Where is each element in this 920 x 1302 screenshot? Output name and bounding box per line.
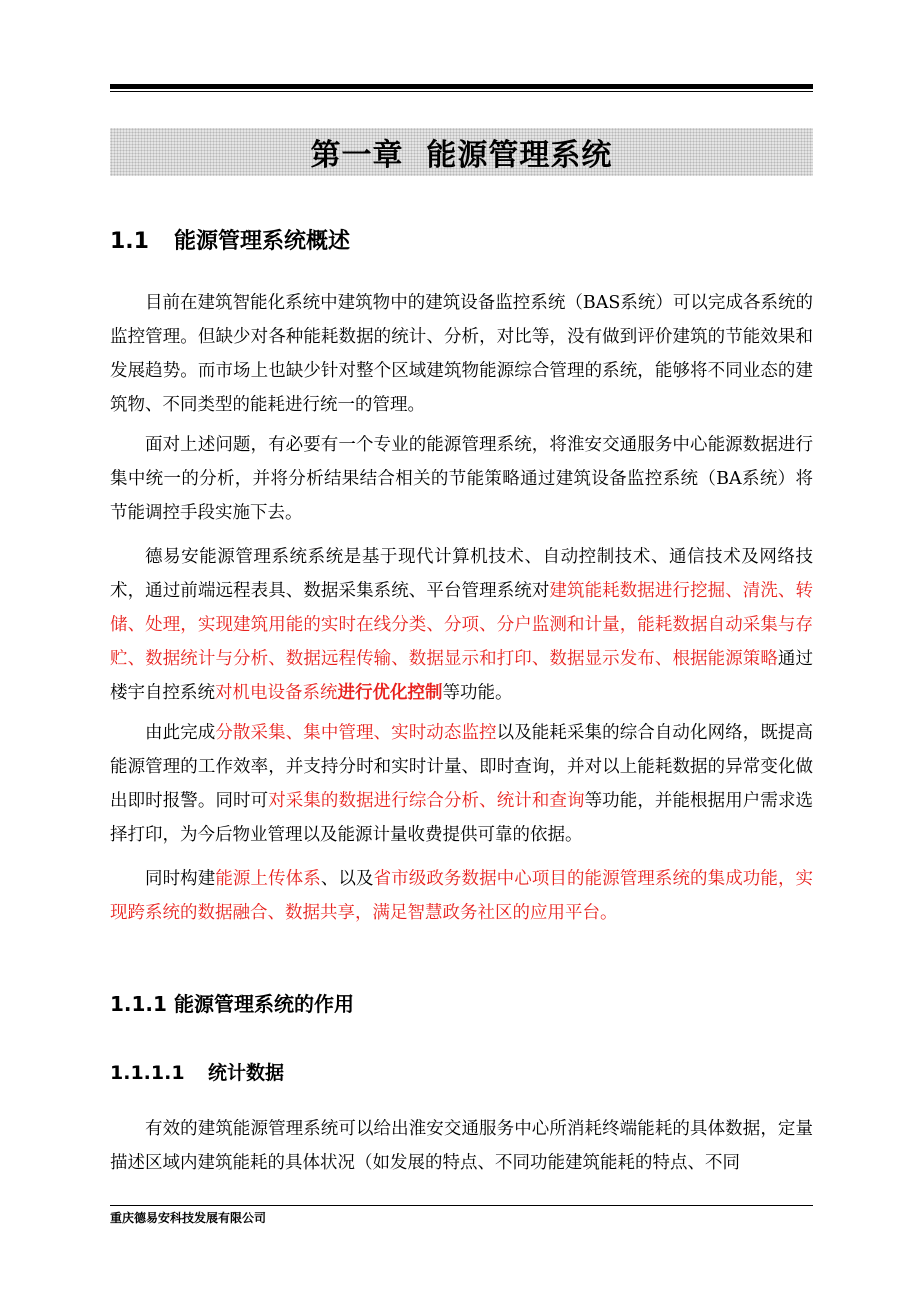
paragraph-5-highlight-1: 能源上传体系 xyxy=(215,869,321,889)
paragraph-6: 有效的建筑能源管理系统可以给出淮安交通服务中心所消耗终端能耗的具体数据，定量描述区域内建筑能耗的具体状况（如发展的特点、不同功能建筑能耗的特点、不同 xyxy=(110,1119,813,1173)
paragraph-4-part-1: 由此完成 xyxy=(145,723,216,743)
paragraph-1: 目前在建筑智能化系统中建筑物中的建筑设备监控系统（BAS系统）可以完成各系统的监控管理。但缺少对各种能耗数据的统计、分析，对比等，没有做到评价建筑的节能效果和发展趋势。而市场上也缺少针对整个区域建筑物能源综合管理的系统，能够将不同业态的建筑物、不同类型的能耗进行统一的管理。 xyxy=(110,293,813,415)
paragraph-4-part-3: 以及能耗采集的综合自动化网络，既提高能源管理的工作效率，并支持分时和实时计量、即时查询，并对以上能耗数据的异常变化做出即时报警。同时可 xyxy=(110,723,814,811)
footer-rule xyxy=(110,1205,813,1206)
section-title: 能源管理系统概述 xyxy=(174,229,351,254)
paragraph-2: 面对上述问题，有必要有一个专业的能源管理系统，将淮安交通服务中心能源数据进行集中统一的分析，并将分析结果结合相关的节能策略通过建筑设备监控系统（BA系统）将节能调控手段实施下去。 xyxy=(110,435,813,523)
paragraph-3-highlight-2: 对机电设备系统 xyxy=(215,683,338,703)
header-rule-thin xyxy=(110,91,813,92)
chapter-title: 第一章 能源管理系统 xyxy=(310,138,613,173)
paragraph-5 xyxy=(110,862,813,930)
subsection-title: 能源管理系统的作用 xyxy=(174,992,354,1016)
subsection-heading xyxy=(110,988,354,1017)
section-number: 1.1 xyxy=(110,229,149,254)
paragraph-3-part-6: 等功能。 xyxy=(442,683,513,703)
paragraph-4-part-5: 等功能，并能根据用户需求选择打印，为今后物业管理以及能源计量收费提供可靠的依据。 xyxy=(110,791,814,845)
subsection-number: 1.1.1 xyxy=(110,992,167,1016)
subsubsection-title: 统计数据 xyxy=(208,1062,285,1084)
paragraph-5-part-3: 、以及 xyxy=(320,869,374,889)
paragraph-4-highlight-1: 分散采集、集中管理、实时动态监控 xyxy=(215,723,497,743)
header-rule-thick xyxy=(110,84,813,89)
paragraph-3 xyxy=(110,540,813,710)
section-heading xyxy=(110,224,350,255)
paragraph-3-part-1: 德易安能源管理系统系统是基于现代计算机技术、自动控制技术、通信技术及网络技术，通过前端远程表具、数据采集系统、平台管理系统对 xyxy=(110,547,813,601)
chapter-heading-band xyxy=(110,128,813,176)
paragraph-3-part-3: 通过楼宇自控系统 xyxy=(110,649,813,703)
paragraph-3-highlight-bold: 进行优化控制 xyxy=(337,683,443,703)
paragraph-5-highlight-2: 省市级政务数据中心项目的能源管理系统的集成功能，实现跨系统的数据融合、数据共享，满足智慧政务社区的应用平台。 xyxy=(110,869,814,923)
footer-company: 重庆德易安科技发展有限公司 xyxy=(110,1211,267,1225)
paragraph-3-highlight-1: 建筑能耗数据进行挖掘、清洗、转储、处理，实现建筑用能的实时在线分类、分项、分户监测和计量，能耗数据自动采集与存贮、数据统计与分析、数据远程传输、数据显示和打印、数据显示发布、根据能源策略 xyxy=(110,581,813,669)
subsubsection-heading xyxy=(110,1058,284,1085)
paragraph-4 xyxy=(110,716,813,852)
subsubsection-number: 1.1.1.1 xyxy=(110,1062,185,1084)
paragraph-4-highlight-2: 对采集的数据进行综合分析、统计和查询 xyxy=(268,791,585,811)
paragraph-5-part-1: 同时构建 xyxy=(145,869,216,889)
